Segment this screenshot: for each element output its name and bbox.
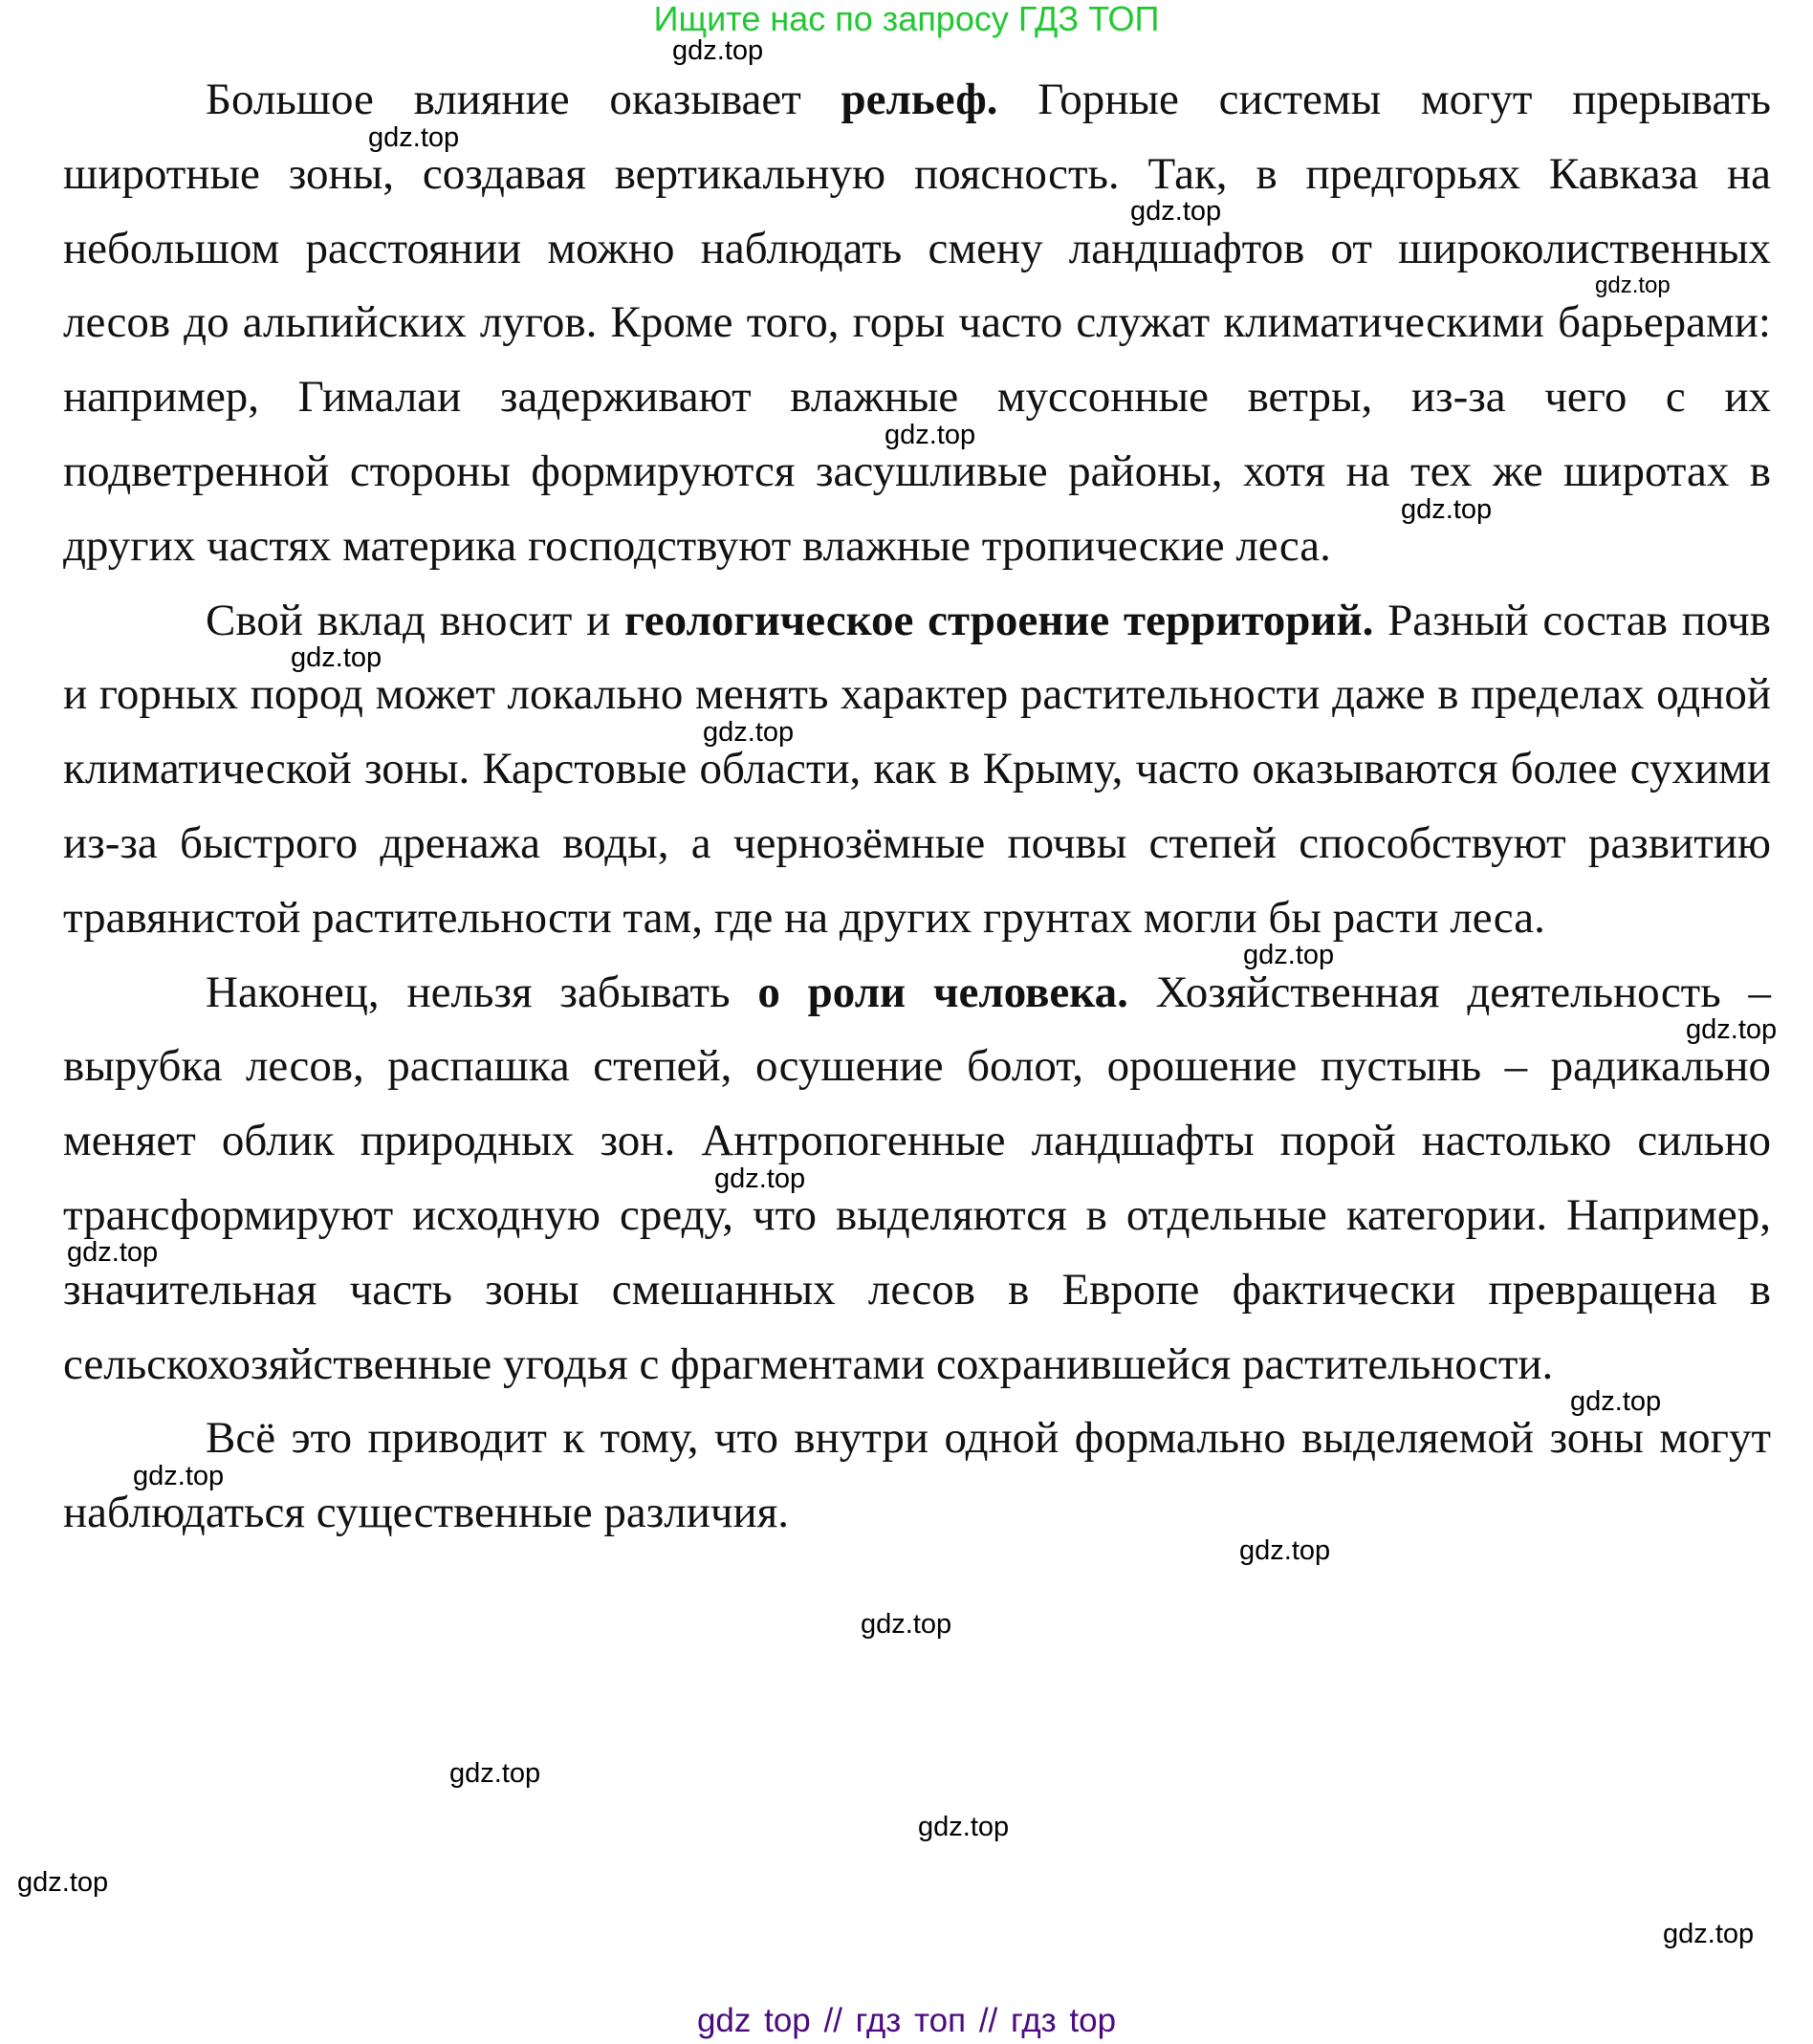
paragraph-text: Горные системы могут прерывать широтные зоны, создавая вертикальную поясность. Так, в предгорьях Кавказа на небольшом расстоянии можно наблюдать смену ландшафтов от широколиственных лесов до альпийских лугов. Кроме того, горы часто служат климатическими барьерами: например, Гималаи задерживают влажные муссонные ветры, из-за чего с их подветренной стороны формируются засушливые районы, хотя на тех же широтах в других частях материка господствуют влажные тропические леса. [63,75,1771,571]
paragraph [63,1402,1771,1551]
search-hint-banner: Ищите нас по запросу ГДЗ ТОП [653,0,1160,38]
watermark: gdz.top [1595,272,1671,298]
watermark: gdz.top [17,1867,109,1898]
watermark: gdz.top [67,1237,159,1268]
watermark: gdz.top [1243,940,1335,970]
paragraph [63,584,1771,956]
watermark: gdz.top [703,717,795,748]
watermark: gdz.top [714,1163,806,1194]
watermark: gdz.top [861,1609,952,1640]
watermark: gdz.top [1570,1386,1662,1417]
bold-term: рельеф. [841,75,998,124]
watermark: gdz.top [1239,1535,1331,1566]
watermark: gdz.top [918,1812,1010,1842]
watermark: gdz.top [672,35,764,66]
footer-watermark: gdz top // гдз топ // гдз top [696,2002,1117,2039]
watermark: gdz.top [291,642,382,673]
paragraph-text: Разный состав почв и горных пород может локально менять характер растительности даже в пределах одной климатической зоны. Карстовые области, как в Крыму, часто оказываются более сухими из-за быстрого дренажа воды, а чернозёмные почвы степей способствуют развитию травянистой растительности там, где на других грунтах могли бы расти леса. [63,595,1771,943]
watermark: gdz.top [449,1758,541,1789]
watermark: gdz.top [1663,1919,1755,1949]
paragraph [63,956,1771,1403]
watermark: gdz.top [133,1461,225,1491]
watermark: gdz.top [885,420,976,450]
watermark: gdz.top [1401,494,1493,525]
watermark: gdz.top [1130,196,1222,227]
paragraph-text: Большое влияние оказывает [206,75,841,124]
watermark: gdz.top [368,122,460,153]
bold-term: о роли человека. [757,967,1128,1017]
paragraph-text: Свой вклад вносит и [206,595,625,645]
bold-term: геологическое строение территорий. [624,595,1374,645]
paragraph-text: Всё это приводит к тому, что внутри одной формально выделяемой зоны могут наблюдаться существенные различия. [63,1413,1771,1538]
watermark: gdz.top [1686,1014,1778,1045]
paragraph [63,63,1771,584]
paragraph-text: Хозяйственная деятельность – вырубка лесов, распашка степей, осушение болот, орошение пустынь – радикально меняет облик природных зон. Антропогенные ландшафты порой настолько сильно трансформируют исходную среду, что выделяются в отдельные категории. Например, значительная часть зоны смешанных лесов в Европе фактически превращена в сельскохозяйственные угодья с фрагментами сохранившейся растительности. [63,967,1771,1389]
paragraph-text: Наконец, нельзя забывать [206,967,758,1017]
document-body [63,63,1771,1551]
